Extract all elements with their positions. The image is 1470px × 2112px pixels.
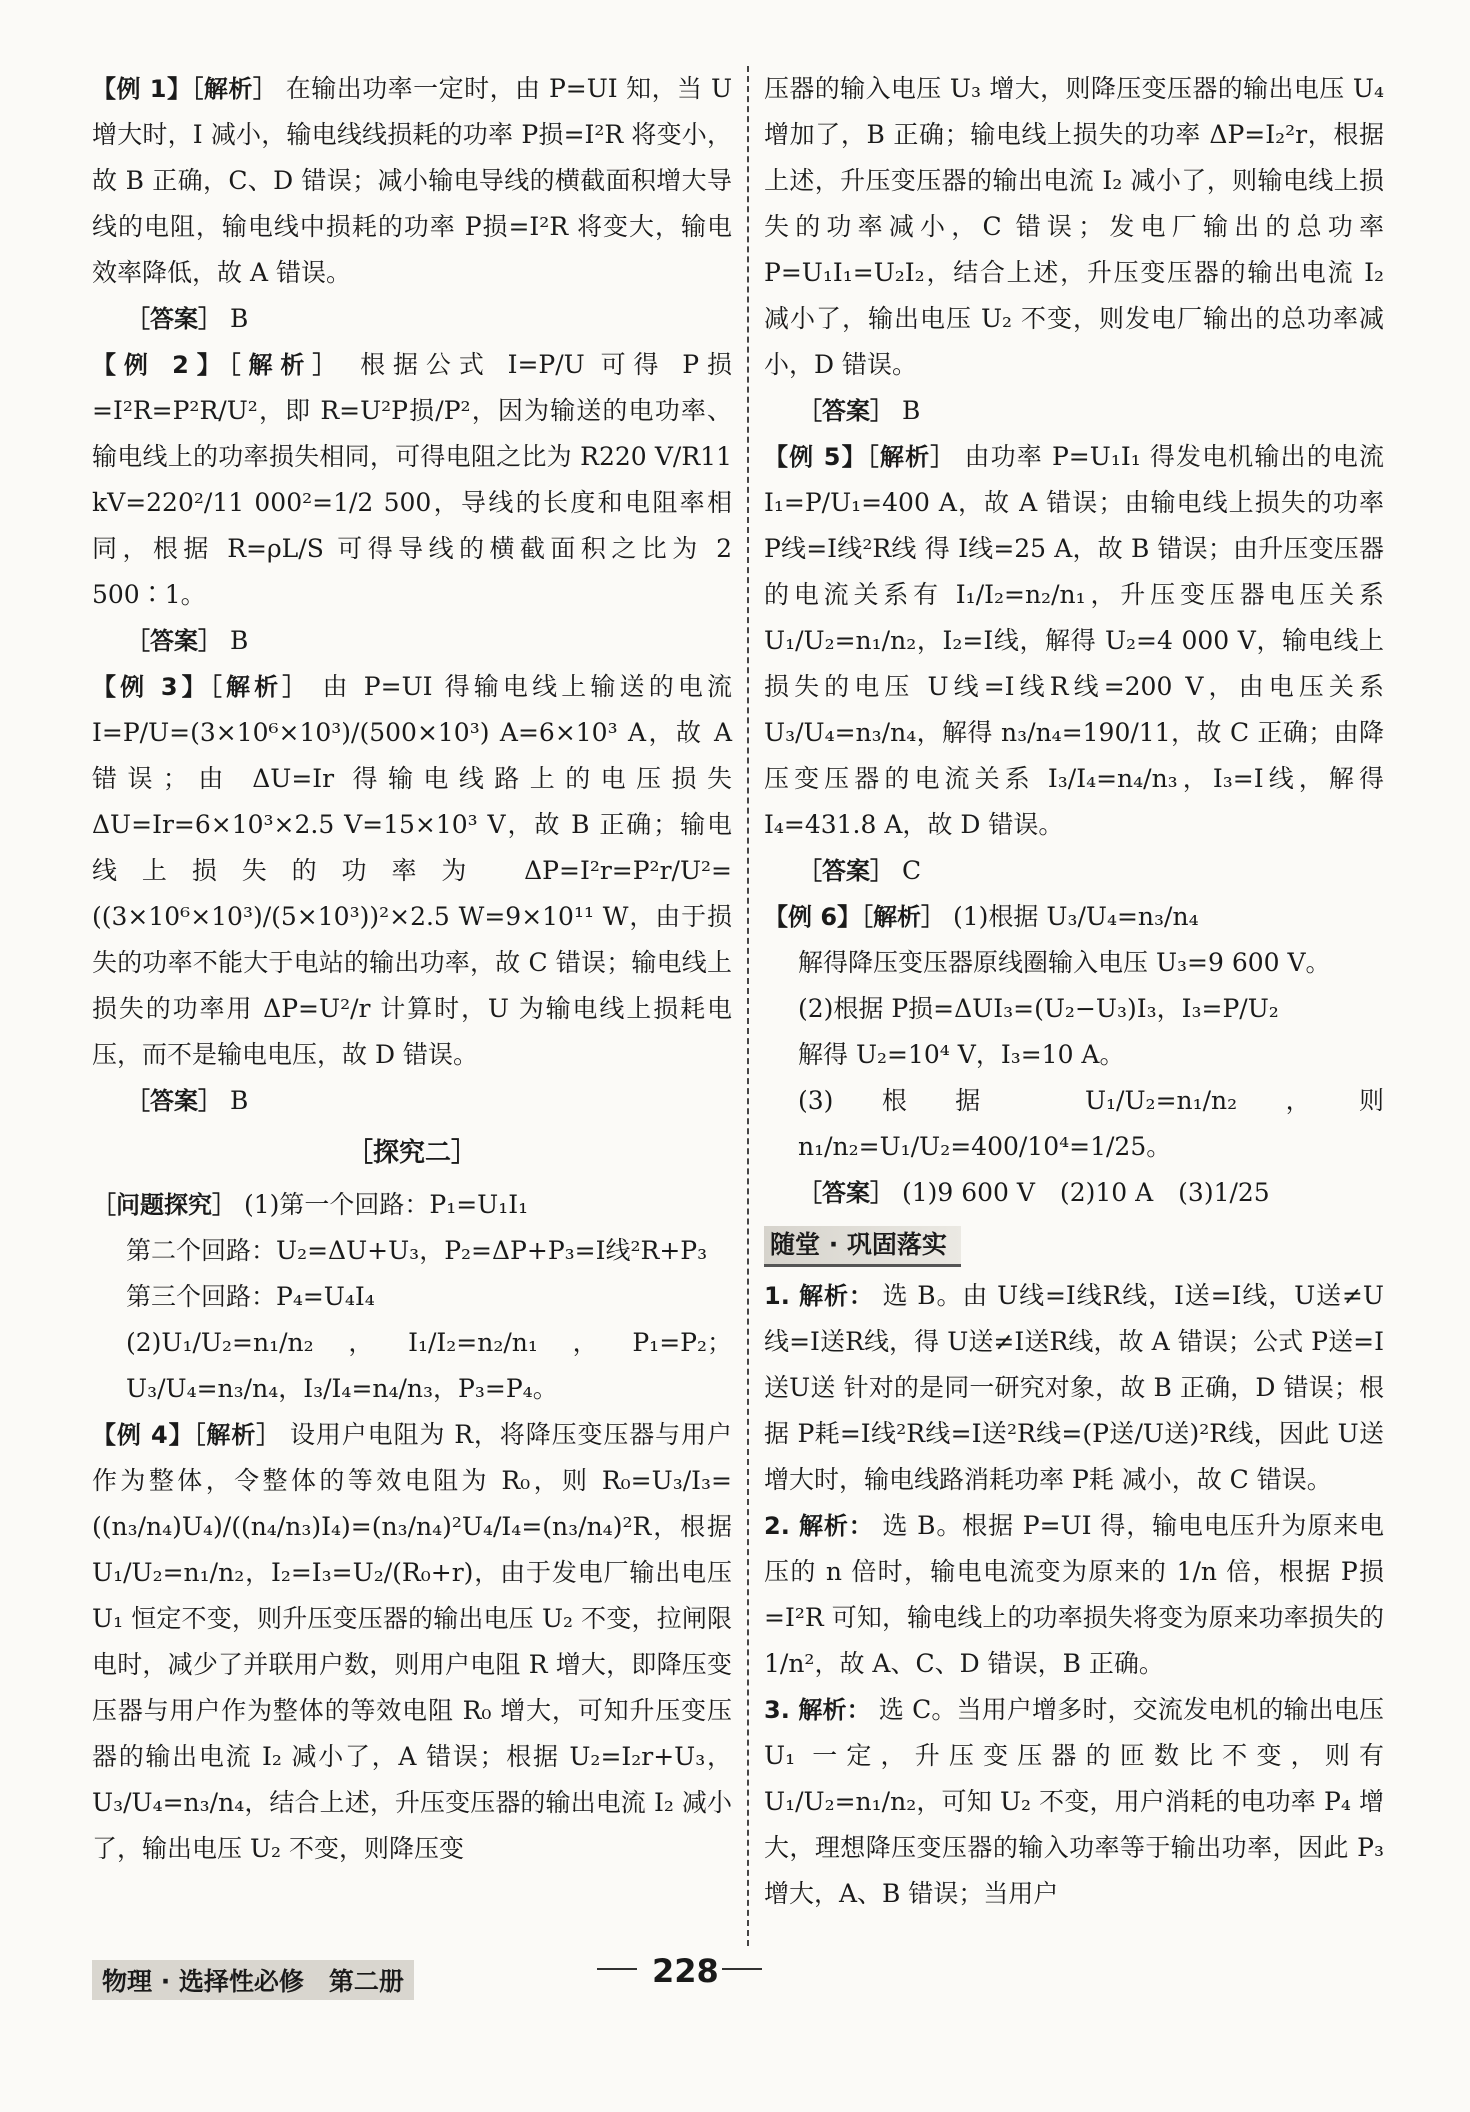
paragraph (92, 1412, 732, 1872)
item-tag: ［答案］ (126, 627, 222, 655)
item-tag: ［答案］ (126, 305, 222, 333)
item-text: 由功率 P=U₁I₁ 得发电机输出的电流 I₁=P/U₁=400 A，故 A 错误；由输电线上损失的功率 P线=I线²R线 得 I线=25 A，故 B 错误；由升压变压器的电流关系有 I₁/I₂=n₂/n₁，升压变压器电压关系 U₁/U₂=n₁/n₂，I₂=I线，解得 U₂=4 000 V，输电线上损失的电压 U线=I线R线=200 V，由电压关系 U₃/U₄=n₃/n₄，解得 n₃/n₄=190/11，故 C 正确；由降压变压器的电流关系 I₃/I₄=n₄/n₃，I₃=I线，解得 I₄=431.8 A，故 D 错误。 (764, 442, 1384, 839)
item-text: B (229, 304, 249, 333)
item-tag: 【例 2】［解析］ (92, 351, 345, 379)
item-tag: 2. 解析： (764, 1512, 874, 1540)
paragraph (764, 894, 1384, 940)
paragraph (764, 940, 1384, 986)
item-text: 解得 U₂=10⁴ V，I₃=10 A。 (798, 1040, 1125, 1069)
item-tag: 1. 解析： (764, 1282, 874, 1310)
item-text: B (229, 1086, 249, 1115)
paragraph (92, 664, 732, 1078)
paragraph (764, 1170, 1384, 1216)
section-banner: 随堂 · 巩固落实 (764, 1226, 961, 1267)
paragraph (764, 66, 1384, 388)
item-text: C (901, 856, 922, 885)
item-tag: ［答案］ (798, 1179, 894, 1207)
paragraph (92, 618, 732, 664)
paragraph (92, 1182, 732, 1228)
paragraph (764, 986, 1384, 1032)
paragraph (92, 1320, 732, 1412)
item-tag: 【例 6】［解析］ (764, 903, 946, 931)
page-dash-right (722, 1968, 762, 1970)
item-text: 由 P=UI 得输电线上输送的电流 I=P/U=(3×10⁶×10³)/(500×10³) A=6×10³ A，故 A 错误；由 ΔU=Ir 得输电线路上的电压损失 ΔU=Ir=6×10³×2.5 V=15×10³ V，故 B 正确；输电线上损失的功率为 ΔP=I²r=P²r/U²=((3×10⁶×10³)/(5×10³))²×2.5 W=9×10¹¹ W，由于损失的功率不能大于电站的输出功率，故 C 错误；输电线上损失的功率用 ΔP=U²/r 计算时，U 为输电线上损耗电压，而不是输电电压，故 D 错误。 (92, 672, 732, 1069)
item-text: 在输出功率一定时，由 P=UI 知，当 U 增大时，I 减小，输电线线损耗的功率 P损=I²R 将变小，故 B 正确，C、D 错误；减小输电导线的横截面积增大导线的电阻，输电线中损耗的功率 P损=I²R 将变大，输电效率降低，故 A 错误。 (92, 74, 733, 287)
paragraph (764, 1273, 1384, 1503)
subject-label: 物理 · 选择性必修 第二册 (92, 1960, 414, 2000)
item-text: (1)9 600 V (2)10 A (3)1/25 (901, 1178, 1270, 1207)
paragraph (92, 296, 732, 342)
page-footer (92, 1952, 1392, 2002)
item-tag: 【例 1】［解析］ (92, 75, 278, 103)
section-heading: ［探究二］ (346, 1138, 477, 1168)
paragraph (92, 66, 732, 296)
item-text: 根据公式 I=P/U 可得 P损=I²R=P²R/U²，即 R=U²P损/P²，因为输送的电功率、输电线上的功率损失相同，可得电阻之比为 R220 V/R11 kV=220²/11 000²=1/2 500，导线的长度和电阻率相同，根据 R=ρL/S 可得导线的横截面积之比为 2 500∶1。 (92, 350, 732, 609)
item-text: 第二个回路：U₂=ΔU+U₃，P₂=ΔP+P₃=I线²R+P₃ (126, 1236, 708, 1265)
item-text: 解得降压变压器原线圈输入电压 U₃=9 600 V。 (798, 948, 1331, 977)
item-tag: 【例 3】［解析］ (92, 673, 311, 701)
item-tag: ［答案］ (126, 1087, 222, 1115)
paragraph (764, 434, 1384, 848)
item-text: 选 B。根据 P=UI 得，输电电压升为原来电压的 n 倍时，输电电流变为原来的 1/n 倍，根据 P损=I²R 可知，输电线上的功率损失将变为原来功率损失的 1/n²，故 A、C、D 错误，B 正确。 (764, 1511, 1384, 1678)
item-text: B (229, 626, 249, 655)
item-text: (1)根据 U₃/U₄=n₃/n₄ (953, 902, 1199, 931)
item-text: (2)根据 P损=ΔUI₃=(U₂−U₃)I₃，I₃=P/U₂ (798, 994, 1279, 1023)
item-text: (2)U₁/U₂=n₁/n₂，I₁/I₂=n₂/n₁，P₁=P₂；U₃/U₄=n₃/n₄，I₃/I₄=n₄/n₃，P₃=P₄。 (126, 1328, 732, 1403)
paragraph (764, 1687, 1384, 1917)
paragraph (764, 1078, 1384, 1170)
item-text: 压器的输入电压 U₃ 增大，则降压变压器的输出电压 U₄ 增加了，B 正确；输电线上损失的功率 ΔP=I₂²r，根据上述，升压变压器的输出电流 I₂ 减小了，则输电线上损失的功率减小，C 错误；发电厂输出的总功率 P=U₁I₁=U₂I₂，结合上述，升压变压器的输出电流 I₂ 减小了，输出电压 U₂ 不变，则发电厂输出的总功率减小，D 错误。 (764, 74, 1384, 379)
item-text: B (901, 396, 921, 425)
item-tag: 3. 解析： (764, 1696, 871, 1724)
page-dash-left (597, 1968, 637, 1970)
item-text: 选 C。当用户增多时，交流发电机的输出电压 U₁ 一定，升压变压器的匝数比不变，则有 U₁/U₂=n₁/n₂，可知 U₂ 不变，用户消耗的电功率 P₄ 增大，理想降压变压器的输入功率等于输出功率，因此 P₃ 增大，A、B 错误；当用户 (764, 1695, 1385, 1908)
item-tag: ［答案］ (798, 397, 894, 425)
item-text: 选 B。由 U线=I线R线，I送=I线，U送≠U线=I送R线，得 U送≠I送R线，故 A 错误；公式 P送=I送U送 针对的是同一研究对象，故 B 正确，D 错误；根据 P耗=I线²R线=I送²R线=(P送/U送)²R线，因此 U送 增大时，输电线路消耗功率 P耗 减小，故 C 错误。 (764, 1281, 1385, 1494)
item-text: 第三个回路：P₄=U₄I₄ (126, 1282, 375, 1311)
item-tag: ［答案］ (798, 857, 894, 885)
right-column (764, 66, 1384, 1917)
item-text: 设用户电阻为 R，将降压变压器与用户作为整体，令整体的等效电阻为 R₀，则 R₀=U₃/I₃=((n₃/n₄)U₄)/((n₄/n₃)I₄)=(n₃/n₄)²U₄/I₄=(n₃/n₄)²R，根据 U₁/U₂=n₁/n₂，I₂=I₃=U₂/(R₀+r)，由于发电厂输出电压 U₁ 恒定不变，则升压变压器的输出电压 U₂ 不变，拉闸限电时，减少了并联用户数，则用户电阻 R 增大，即降压变压器与用户作为整体的等效电阻 R₀ 增大，可知升压变压器的输出电流 I₂ 减小了，A 错误；根据 U₂=I₂r+U₃，U₃/U₄=n₃/n₄，结合上述，升压变压器的输出电流 I₂ 减小了，输出电压 U₂ 不变，则降压变 (92, 1420, 732, 1863)
paragraph (92, 1228, 732, 1274)
paragraph (764, 848, 1384, 894)
left-column (92, 66, 732, 1872)
paragraph (92, 1078, 732, 1124)
paragraph (764, 1032, 1384, 1078)
paragraph (764, 1503, 1384, 1687)
paragraph (92, 1274, 732, 1320)
paragraph (764, 388, 1384, 434)
paragraph (92, 342, 732, 618)
page-number: 228 (652, 1952, 719, 1990)
item-tag: ［问题探究］ (92, 1191, 236, 1219)
item-tag: 【例 4】［解析］ (92, 1421, 282, 1449)
item-tag: 【例 5】［解析］ (764, 443, 956, 471)
item-text: (3)根据 U₁/U₂=n₁/n₂，则 n₁/n₂=U₁/U₂=400/10⁴=1/25。 (798, 1086, 1384, 1161)
column-divider (747, 66, 749, 1946)
item-text: (1)第一个回路：P₁=U₁I₁ (243, 1190, 529, 1219)
